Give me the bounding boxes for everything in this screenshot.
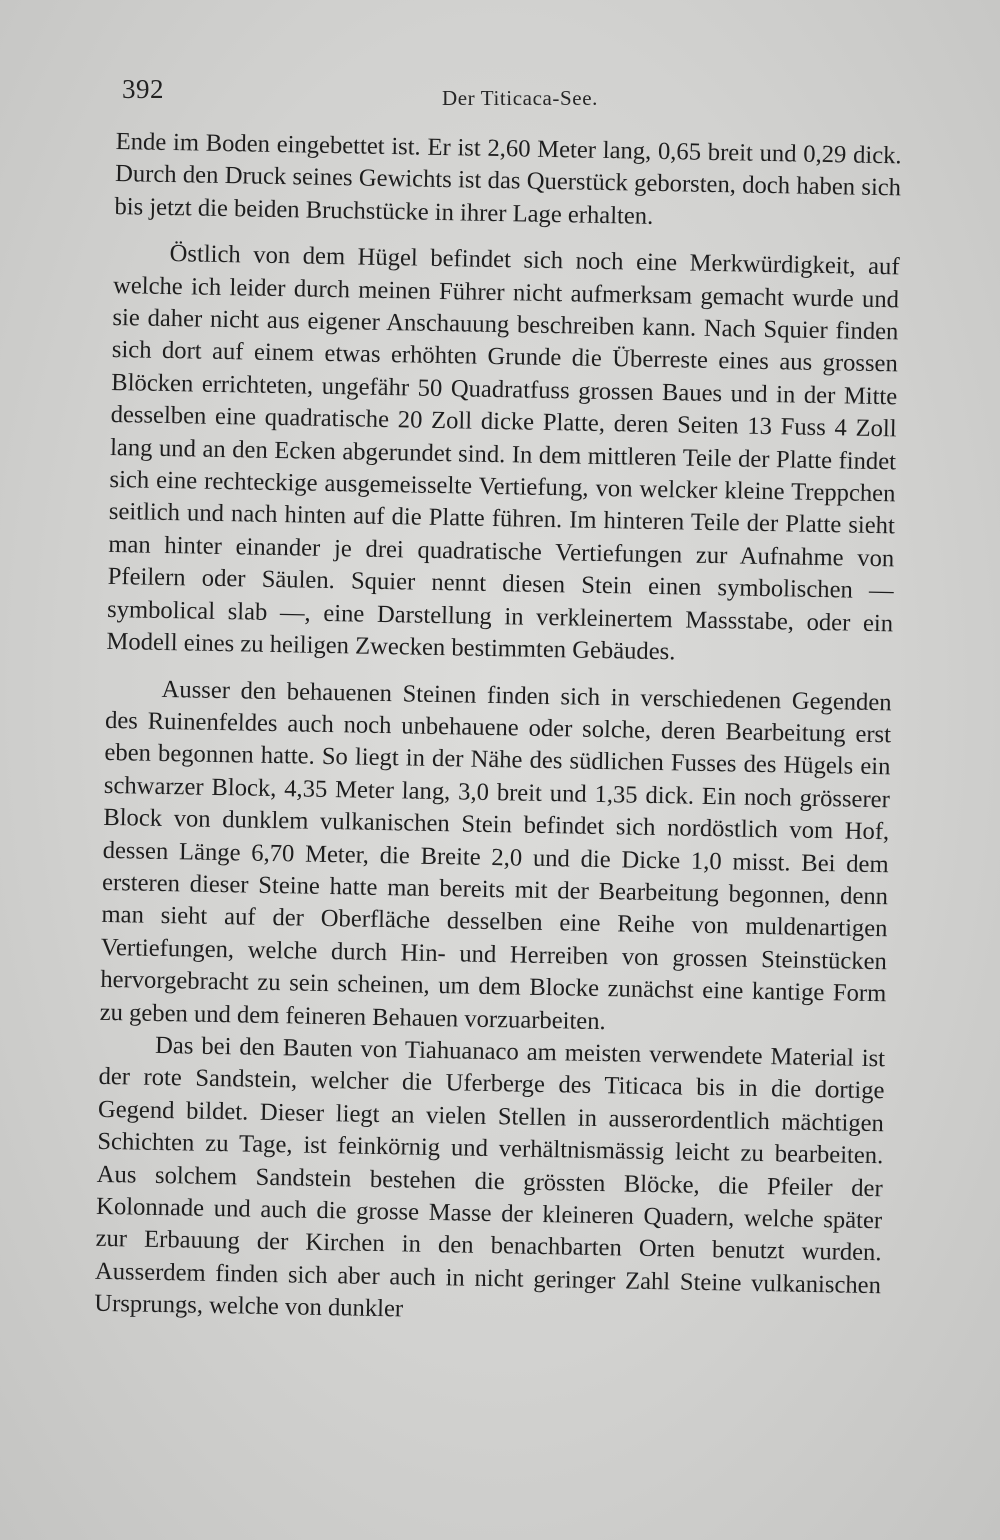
paragraph-4: Das bei den Bauten von Tiahuanaco am meisten verwendete Material ist der rote Sandstein, welcher die Uferberge des Titicaca bis in die dortige Gegend bildet. Dieser liegt an vielen Stellen in ausserordentlich mächtigen Schichten zu Tage, ist feinkörnig und verhältnismässig leicht zu bearbeiten. Aus solchem Sandstein bestehen die grössten Blöcke, die Pfeiler der Kolonnade und auch die grosse Masse der kleineren Quadern, welche später zur Erbauung der Kirchen in den benachbarten Orten benutzt wurden. Ausserdem finden sich aber auch in nicht geringer Zahl Steine vulkanischen Ursprungs, welche von dunkler bbox=[94, 1031, 886, 1323]
paragraph-2: Östlich von dem Hügel befindet sich noch eine Merkwürdigkeit, auf welche ich leider durch meinen Führer nicht aufmerksam gemacht wurde und sie daher nicht aus eigener Anschauung beschreiben kann. Nach Squier finden sich dort auf einem etwas erhöhten Grunde die Überreste eines aus grossen Blöcken errichteten, ungefähr 50 Quadratfuss grossen Baues und in der Mitte desselben eine quadratische 20 Zoll dicke Platte, deren Seiten 13 Fuss 4 Zoll lang und an den Ecken abgerundet sind. In dem mittleren Teile der Platte findet sich eine rechteckige ausgemeisselte Vertiefung, von welcker kleine Treppchen seitlich und nach hinten auf die Platte führen. Im hinteren Teile der Platte sieht man hinter einander je drei quadratische Vertiefungen zur Aufnahme von Pfeilern oder Säulen. Squier nennt diesen Stein einen symbolischen — symbolical slab —, eine Darstellung in verkleinertem Massstabe, oder ein Modell eines zu heiligen Zwecken bestimmten Gebäudes. bbox=[106, 240, 900, 666]
paragraph-3: Ausser den behauenen Steinen finden sich in verschiedenen Gegenden des Ruinenfeldes auch noch unbehauene oder solche, deren Bearbeitung erst eben begonnen hatte. So liegt in der Nähe des südlichen Fusses des Hügels ein schwarzer Block, 4,35 Meter lang, 3,0 breit und 1,35 dick. Ein noch grösserer Block von dunklem vulkanischen Stein befindet sich nordöstlich vom Hof, dessen Länge 6,70 Meter, die Breite 2,0 und die Dicke 1,0 misst. Bei dem ersteren dieser Steine hatte man bereits mit der Bearbeitung begonnen, denn man sieht auf der Oberfläche desselben eine Reihe von muldenartigen Vertiefungen, welche durch Hin- und Herreiben von grossen Steinstücken hervorgebracht zu sein scheinen, um dem Blocke zunächst eine kantige Form zu geben und dem feineren Behauen vorzuarbeiten. bbox=[99, 675, 892, 1035]
page-number: 392 bbox=[122, 74, 164, 104]
paragraph-1: Ende im Boden eingebettet ist. Er ist 2,60 Meter lang, 0,65 breit und 0,29 dick. Durch den Druck seines Gewichts ist das Querstück geborsten, doch haben sich bis jetzt die beiden Bruchstücke in ihrer Lage erhalten. bbox=[114, 127, 902, 230]
running-title: Der Titicaca-See. bbox=[442, 86, 598, 110]
body-text bbox=[94, 126, 902, 1335]
